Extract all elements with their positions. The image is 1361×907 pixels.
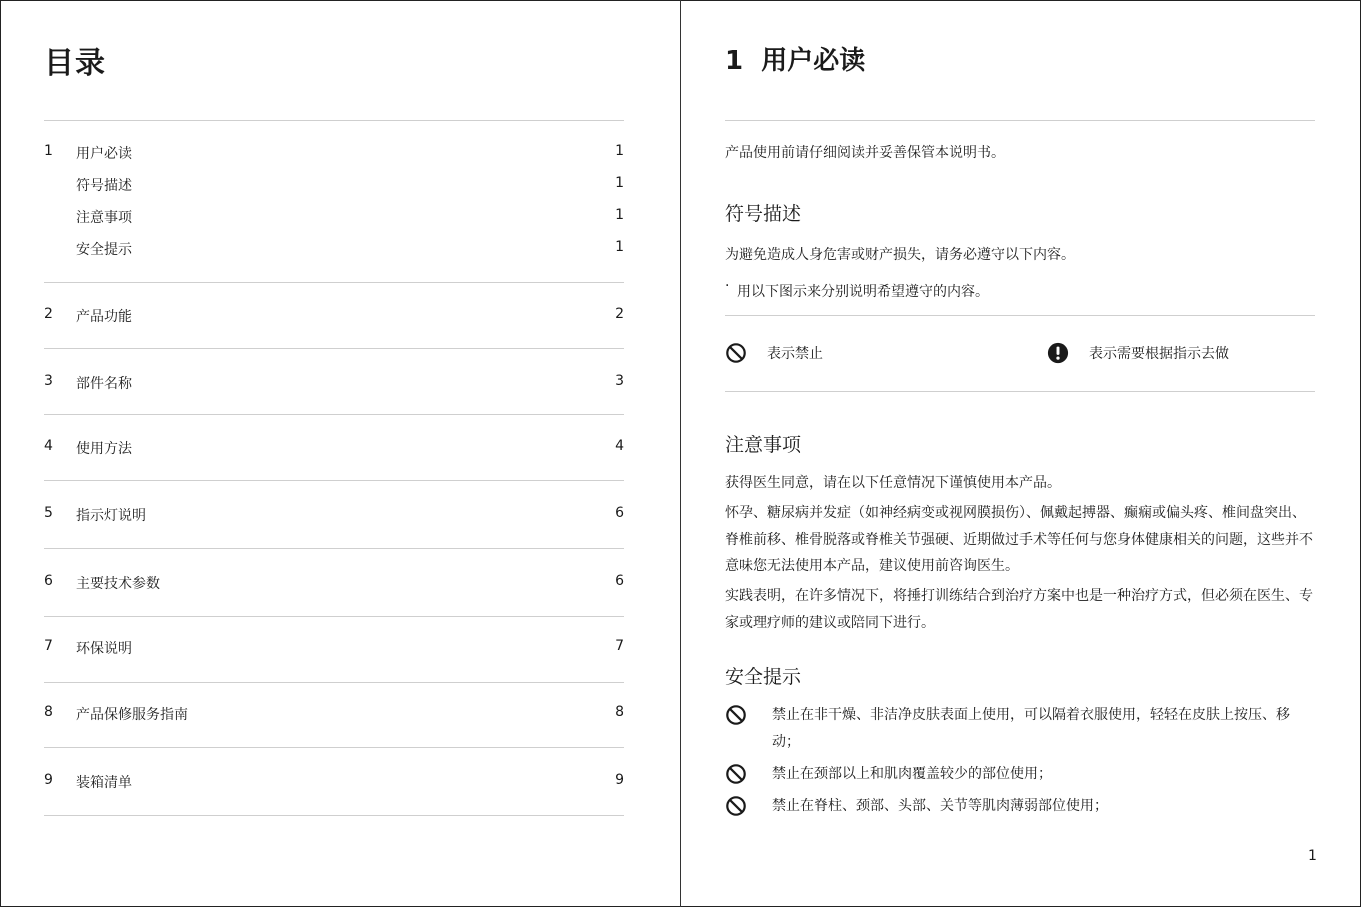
toc-entry-1-2[interactable]: [44, 207, 624, 229]
toc-entry-number: 8: [44, 704, 53, 720]
divider: [44, 682, 624, 683]
toc-entry-number: 1: [44, 143, 53, 159]
symbol-prohibit-label: 表示禁止: [767, 346, 823, 362]
notes-paragraph-2: 怀孕、糖尿病并发症（如神经病变或视网膜损伤）、佩戴起搏器、癫痫或偏头疼、椎间盘突出、脊椎前移、椎骨脱落或脊椎关节强硬、近期做过手术等任何与您身体健康相关的问题，这些并不意味您无法使用本产品，建议使用前咨询医生。: [725, 505, 1313, 574]
toc-entry-number: 3: [44, 373, 53, 389]
notes-paragraph-1: 获得医生同意，请在以下任意情况下谨慎使用本产品。: [725, 475, 1061, 491]
toc-entry-1-3[interactable]: [44, 239, 624, 261]
toc-entry-page: 9: [615, 772, 624, 788]
symbols-line-1: 为避免造成人身危害或财产损失，请务必遵守以下内容。: [725, 247, 1075, 263]
section-title-symbols: 符号描述: [725, 203, 802, 225]
toc-entry-page: 1: [615, 143, 624, 159]
toc-entry-label: 使用方法: [76, 441, 132, 457]
symbol-mandatory-label: 表示需要根据指示去做: [1089, 346, 1229, 362]
exclamation-icon: [1047, 342, 1069, 364]
toc-entry-6[interactable]: [44, 573, 624, 595]
divider: [44, 747, 624, 748]
toc-entry-8[interactable]: [44, 704, 624, 726]
toc-entry-label: 环保说明: [76, 641, 132, 657]
toc-entry-label: 安全提示: [76, 242, 132, 258]
divider: [44, 548, 624, 549]
section-title-safety: 安全提示: [725, 666, 802, 688]
bullet-dot: ·: [725, 278, 730, 294]
divider: [44, 616, 624, 617]
toc-entry-number: 7: [44, 638, 53, 654]
toc-entry-4[interactable]: [44, 438, 624, 460]
section-title-notes: 注意事项: [725, 434, 802, 456]
safety-item-text: 禁止在脊柱、颈部、头部、关节等肌肉薄弱部位使用；: [772, 798, 1108, 814]
prohibit-icon: [725, 795, 747, 817]
divider: [44, 120, 624, 121]
toc-entry-9[interactable]: [44, 772, 624, 794]
toc-page: [0, 0, 680, 907]
symbol-prohibit: [725, 342, 823, 364]
toc-entry-number: 2: [44, 306, 53, 322]
divider: [725, 315, 1315, 316]
toc-entry-label: 用户必读: [76, 146, 132, 162]
safety-item-text: 禁止在颈部以上和肌肉覆盖较少的部位使用；: [772, 766, 1052, 782]
toc-entry-label: 产品功能: [76, 309, 132, 325]
divider: [44, 282, 624, 283]
divider: [44, 480, 624, 481]
prohibit-icon: [725, 342, 747, 364]
toc-entry-2[interactable]: [44, 306, 624, 328]
toc-entry-label: 主要技术参数: [76, 576, 160, 592]
toc-entry-5[interactable]: [44, 505, 624, 527]
toc-entry-page: 1: [615, 239, 624, 255]
toc-entry-number: 6: [44, 573, 53, 589]
toc-entry-label: 装箱清单: [76, 775, 132, 791]
toc-entry-page: 8: [615, 704, 624, 720]
toc-entry-1-1[interactable]: [44, 175, 624, 197]
divider: [725, 391, 1315, 392]
toc-entry-page: 7: [615, 638, 624, 654]
chapter-page: [681, 0, 1361, 907]
toc-entry-number: 4: [44, 438, 53, 454]
toc-entry-page: 1: [615, 175, 624, 191]
symbols-line-2: 用以下图示来分别说明希望遵守的内容。: [737, 284, 989, 300]
toc-entry-3[interactable]: [44, 373, 624, 395]
toc-entry-page: 1: [615, 207, 624, 223]
toc-entry-page: 2: [615, 306, 624, 322]
divider: [44, 348, 624, 349]
toc-entry-1[interactable]: [44, 143, 624, 165]
toc-entry-label: 产品保修服务指南: [76, 707, 188, 723]
prohibit-icon: [725, 763, 747, 785]
toc-entry-page: 6: [615, 573, 624, 589]
toc-entry-label: 注意事项: [76, 210, 132, 226]
toc-entry-label: 指示灯说明: [76, 508, 146, 524]
page-number: 1: [1308, 848, 1317, 864]
toc-entry-page: 3: [615, 373, 624, 389]
safety-item-text: 禁止在非干燥、非洁净皮肤表面上使用，可以隔着衣服使用，轻轻在皮肤上按压、移动；: [772, 707, 1290, 750]
safety-item: [725, 702, 1315, 755]
divider: [44, 815, 624, 816]
toc-entry-number: 5: [44, 505, 53, 521]
safety-item: [725, 761, 1315, 788]
toc-entry-page: 4: [615, 438, 624, 454]
safety-item: [725, 793, 1315, 820]
toc-title: 目录: [44, 46, 106, 81]
intro-text: 产品使用前请仔细阅读并妥善保管本说明书。: [725, 145, 1005, 161]
chapter-title: 1 用户必读: [725, 46, 866, 76]
divider: [725, 120, 1315, 121]
toc-entry-label: 符号描述: [76, 178, 132, 194]
toc-entry-number: 9: [44, 772, 53, 788]
toc-entry-7[interactable]: [44, 638, 624, 660]
notes-paragraph-3: 实践表明，在许多情况下，将捶打训练结合到治疗方案中也是一种治疗方式，但必须在医生、专家或理疗师的建议或陪同下进行。: [725, 588, 1313, 631]
toc-entry-label: 部件名称: [76, 376, 132, 392]
prohibit-icon: [725, 704, 747, 726]
toc-entry-page: 6: [615, 505, 624, 521]
divider: [44, 414, 624, 415]
symbol-mandatory: [1047, 342, 1229, 364]
